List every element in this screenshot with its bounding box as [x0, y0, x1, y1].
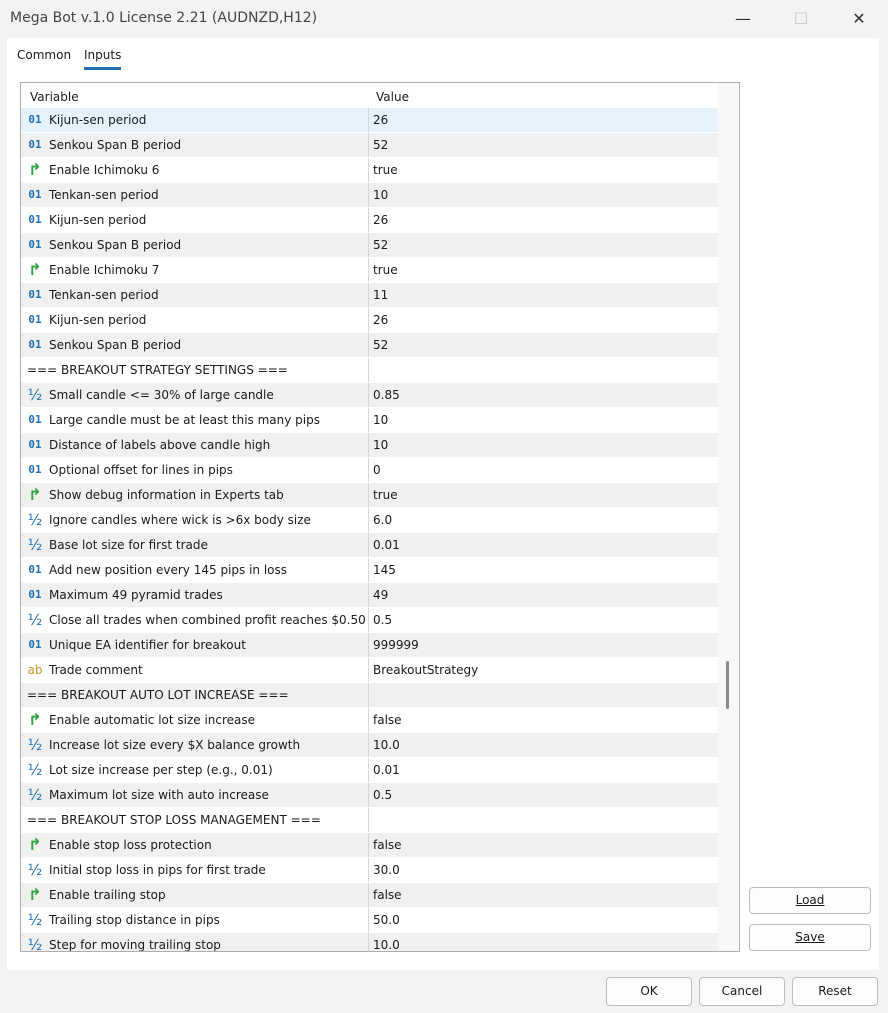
- variable-cell[interactable]: [21, 583, 369, 607]
- grid-row[interactable]: [21, 333, 718, 358]
- grid-row[interactable]: [21, 133, 718, 158]
- grid-rows: [21, 108, 718, 952]
- value-cell[interactable]: true: [373, 163, 398, 177]
- variable-name: Senkou Span B period: [49, 338, 182, 352]
- grid-row[interactable]: [21, 458, 718, 483]
- grid-row[interactable]: [21, 883, 718, 908]
- ok-button[interactable]: OK: [606, 977, 692, 1006]
- variable-cell[interactable]: [21, 658, 369, 682]
- value-cell[interactable]: 0.01: [373, 763, 400, 777]
- variable-cell[interactable]: [21, 783, 369, 807]
- grid-row[interactable]: [21, 708, 718, 733]
- grid-row[interactable]: [21, 158, 718, 183]
- variable-cell[interactable]: [21, 683, 369, 707]
- variable-name: Ignore candles where wick is >6x body size: [49, 513, 311, 527]
- value-cell[interactable]: 11: [373, 288, 389, 302]
- variable-cell[interactable]: [21, 858, 369, 882]
- double-type-icon: ½: [27, 761, 43, 779]
- variable-cell[interactable]: [21, 383, 369, 407]
- grid-row[interactable]: [21, 608, 718, 633]
- variable-name: Small candle <= 30% of large candle: [49, 388, 274, 402]
- value-cell[interactable]: 0.85: [373, 388, 400, 402]
- grid-row[interactable]: [21, 208, 718, 233]
- dialog-panel: [7, 38, 879, 970]
- column-header-value[interactable]: Value: [376, 90, 409, 104]
- variable-name: Maximum lot size with auto increase: [49, 788, 269, 802]
- value-cell[interactable]: 145: [373, 563, 396, 577]
- variable-cell[interactable]: [21, 283, 369, 307]
- boolean-type-icon: ↱: [28, 160, 42, 179]
- value-cell[interactable]: 0.01: [373, 538, 400, 552]
- double-type-icon: ½: [27, 736, 43, 754]
- grid-row[interactable]: [21, 383, 718, 408]
- tab-inputs[interactable]: Inputs: [84, 48, 121, 70]
- reset-button[interactable]: Reset: [792, 977, 878, 1006]
- variable-name: Enable trailing stop: [49, 888, 166, 902]
- double-type-icon: ½: [27, 511, 43, 529]
- variable-cell[interactable]: [21, 808, 369, 832]
- value-cell[interactable]: false: [373, 838, 402, 852]
- variable-name: Senkou Span B period: [49, 138, 182, 152]
- integer-type-icon: 01: [28, 188, 42, 201]
- value-cell[interactable]: 999999: [373, 638, 419, 652]
- variable-cell[interactable]: [21, 708, 369, 732]
- value-cell[interactable]: [369, 358, 718, 382]
- load-button-label: Load: [795, 893, 825, 907]
- integer-type-icon: 01: [28, 338, 42, 351]
- grid-section-header[interactable]: [21, 683, 718, 708]
- value-cell[interactable]: 6.0: [373, 513, 393, 527]
- variable-cell[interactable]: [21, 458, 369, 482]
- variable-name: Kijun-sen period: [49, 213, 147, 227]
- variable-cell[interactable]: [21, 533, 369, 557]
- value-cell[interactable]: 50.0: [373, 913, 400, 927]
- variable-name: === BREAKOUT STOP LOSS MANAGEMENT ===: [27, 813, 321, 827]
- variable-cell[interactable]: [21, 108, 369, 132]
- grid-header: [21, 83, 718, 108]
- variable-name: Kijun-sen period: [49, 113, 147, 127]
- grid-row[interactable]: [21, 933, 718, 952]
- value-cell[interactable]: 0: [373, 463, 381, 477]
- integer-type-icon: 01: [28, 588, 42, 601]
- variable-cell[interactable]: [21, 508, 369, 532]
- value-cell[interactable]: 10: [373, 413, 389, 427]
- variable-name: Initial stop loss in pips for first trade: [49, 863, 266, 877]
- value-cell[interactable]: true: [373, 263, 398, 277]
- grid-row[interactable]: [21, 633, 718, 658]
- save-button-label: Save: [795, 930, 825, 944]
- variable-cell[interactable]: [21, 933, 369, 952]
- integer-type-icon: 01: [28, 563, 42, 576]
- variable-cell[interactable]: [21, 308, 369, 332]
- scrollbar-thumb[interactable]: [726, 661, 729, 709]
- grid-row[interactable]: [21, 558, 718, 583]
- grid-row[interactable]: [21, 483, 718, 508]
- integer-type-icon: 01: [28, 288, 42, 301]
- close-icon: ✕: [852, 8, 866, 28]
- variable-cell[interactable]: [21, 233, 369, 257]
- variable-name: Add new position every 145 pips in loss: [49, 563, 288, 577]
- double-type-icon: ½: [27, 786, 43, 804]
- minimize-icon: —: [735, 8, 751, 28]
- integer-type-icon: 01: [28, 238, 42, 251]
- boolean-type-icon: ↱: [28, 885, 42, 904]
- variable-name: Maximum 49 pyramid trades: [49, 588, 223, 602]
- double-type-icon: ½: [27, 861, 43, 879]
- boolean-type-icon: ↱: [28, 485, 42, 504]
- grid-row[interactable]: [21, 283, 718, 308]
- variable-cell[interactable]: [21, 158, 369, 182]
- variable-cell[interactable]: [21, 908, 369, 932]
- window-title: Mega Bot v.1.0 License 2.21 (AUDNZD,H12): [10, 10, 318, 26]
- value-cell[interactable]: 52: [373, 338, 389, 352]
- value-cell[interactable]: false: [373, 888, 402, 902]
- value-cell[interactable]: 26: [373, 313, 389, 327]
- value-cell[interactable]: 49: [373, 588, 389, 602]
- grid-row[interactable]: [21, 833, 718, 858]
- variable-cell[interactable]: [21, 208, 369, 232]
- grid-section-header[interactable]: [21, 358, 718, 383]
- variable-cell[interactable]: [21, 758, 369, 782]
- variable-name: Base lot size for first trade: [49, 538, 208, 552]
- value-cell[interactable]: 10.0: [373, 938, 400, 952]
- grid-row[interactable]: [21, 908, 718, 933]
- variable-name: Kijun-sen period: [49, 313, 147, 327]
- integer-type-icon: 01: [28, 638, 42, 651]
- value-cell[interactable]: [369, 808, 718, 832]
- variable-name: Trailing stop distance in pips: [49, 913, 220, 927]
- variable-name: Large candle must be at least this many pips: [49, 413, 320, 427]
- variable-name: === BREAKOUT AUTO LOT INCREASE ===: [27, 688, 289, 702]
- grid-row[interactable]: [21, 258, 718, 283]
- grid-row[interactable]: [21, 408, 718, 433]
- variable-cell[interactable]: [21, 258, 369, 282]
- variable-name: Unique EA identifier for breakout: [49, 638, 246, 652]
- value-cell[interactable]: 30.0: [373, 863, 400, 877]
- variable-name: Enable Ichimoku 6: [49, 163, 160, 177]
- variable-cell[interactable]: [21, 408, 369, 432]
- grid-row[interactable]: [21, 583, 718, 608]
- value-cell[interactable]: 26: [373, 113, 389, 127]
- maximize-button: [778, 0, 824, 36]
- grid-row[interactable]: [21, 508, 718, 533]
- grid-row[interactable]: [21, 533, 718, 558]
- variable-cell[interactable]: [21, 558, 369, 582]
- variable-name: Tenkan-sen period: [49, 288, 159, 302]
- grid-row[interactable]: [21, 733, 718, 758]
- variable-cell[interactable]: [21, 483, 369, 507]
- variable-name: Distance of labels above candle high: [49, 438, 271, 452]
- grid-row[interactable]: [21, 233, 718, 258]
- value-cell[interactable]: 10: [373, 438, 389, 452]
- cancel-button[interactable]: Cancel: [699, 977, 785, 1006]
- column-header-variable[interactable]: Variable: [30, 90, 79, 104]
- boolean-type-icon: ↱: [28, 710, 42, 729]
- variable-name: Show debug information in Experts tab: [49, 488, 284, 502]
- variable-cell[interactable]: [21, 183, 369, 207]
- double-type-icon: ½: [27, 911, 43, 929]
- integer-type-icon: 01: [28, 438, 42, 451]
- variable-cell[interactable]: [21, 133, 369, 157]
- variable-name: Step for moving trailing stop: [49, 938, 221, 952]
- double-type-icon: ½: [27, 936, 43, 952]
- tab-common[interactable]: Common: [17, 48, 72, 62]
- variable-name: Close all trades when combined profit reaches $0.50: [49, 613, 366, 627]
- grid-row[interactable]: [21, 183, 718, 208]
- variable-name: Tenkan-sen period: [49, 188, 159, 202]
- integer-type-icon: 01: [28, 113, 42, 126]
- integer-type-icon: 01: [28, 213, 42, 226]
- boolean-type-icon: ↱: [28, 260, 42, 279]
- integer-type-icon: 01: [28, 138, 42, 151]
- value-cell[interactable]: 10: [373, 188, 389, 202]
- grid-row[interactable]: [21, 783, 718, 808]
- variable-name: Trade comment: [49, 663, 143, 677]
- variable-name: Optional offset for lines in pips: [49, 463, 233, 477]
- integer-type-icon: 01: [28, 313, 42, 326]
- value-cell[interactable]: [369, 683, 718, 707]
- variable-cell[interactable]: [21, 833, 369, 857]
- value-cell[interactable]: 0.5: [373, 788, 393, 802]
- variable-cell[interactable]: [21, 358, 369, 382]
- save-button[interactable]: [749, 924, 871, 951]
- double-type-icon: ½: [27, 386, 43, 404]
- grid-row[interactable]: [21, 858, 718, 883]
- maximize-icon: ☐: [793, 8, 809, 28]
- grid-row[interactable]: [21, 433, 718, 458]
- integer-type-icon: 01: [28, 413, 42, 426]
- value-cell[interactable]: 26: [373, 213, 389, 227]
- variable-name: === BREAKOUT STRATEGY SETTINGS ===: [27, 363, 288, 377]
- boolean-type-icon: ↱: [28, 835, 42, 854]
- value-cell[interactable]: 52: [373, 238, 389, 252]
- minimize-button[interactable]: [720, 0, 766, 36]
- vertical-scrollbar[interactable]: [718, 83, 738, 951]
- value-cell[interactable]: 0.5: [373, 613, 393, 627]
- variable-cell[interactable]: [21, 333, 369, 357]
- grid-row[interactable]: [21, 308, 718, 333]
- close-button[interactable]: [836, 0, 882, 36]
- variable-name: Enable automatic lot size increase: [49, 713, 256, 727]
- variable-cell[interactable]: [21, 608, 369, 632]
- value-cell[interactable]: 52: [373, 138, 389, 152]
- variable-name: Enable Ichimoku 7: [49, 263, 160, 277]
- load-button[interactable]: [749, 887, 871, 914]
- integer-type-icon: 01: [28, 463, 42, 476]
- variable-cell[interactable]: [21, 633, 369, 657]
- variable-cell[interactable]: [21, 883, 369, 907]
- string-type-icon: ab: [27, 663, 43, 677]
- value-cell[interactable]: false: [373, 713, 402, 727]
- variable-name: Increase lot size every $X balance growth: [49, 738, 301, 752]
- variable-name: Lot size increase per step (e.g., 0.01): [49, 763, 273, 777]
- grid-row[interactable]: [21, 658, 718, 683]
- grid-row[interactable]: [21, 758, 718, 783]
- value-cell[interactable]: 10.0: [373, 738, 400, 752]
- variable-cell[interactable]: [21, 733, 369, 757]
- title-bar: [0, 0, 888, 38]
- variable-name: Senkou Span B period: [49, 238, 182, 252]
- double-type-icon: ½: [27, 536, 43, 554]
- value-cell[interactable]: BreakoutStrategy: [373, 663, 479, 677]
- grid-section-header[interactable]: [21, 808, 718, 833]
- value-cell[interactable]: true: [373, 488, 398, 502]
- double-type-icon: ½: [27, 611, 43, 629]
- inputs-grid: [20, 82, 740, 952]
- variable-name: Enable stop loss protection: [49, 838, 212, 852]
- variable-cell[interactable]: [21, 433, 369, 457]
- grid-row[interactable]: [21, 108, 718, 133]
